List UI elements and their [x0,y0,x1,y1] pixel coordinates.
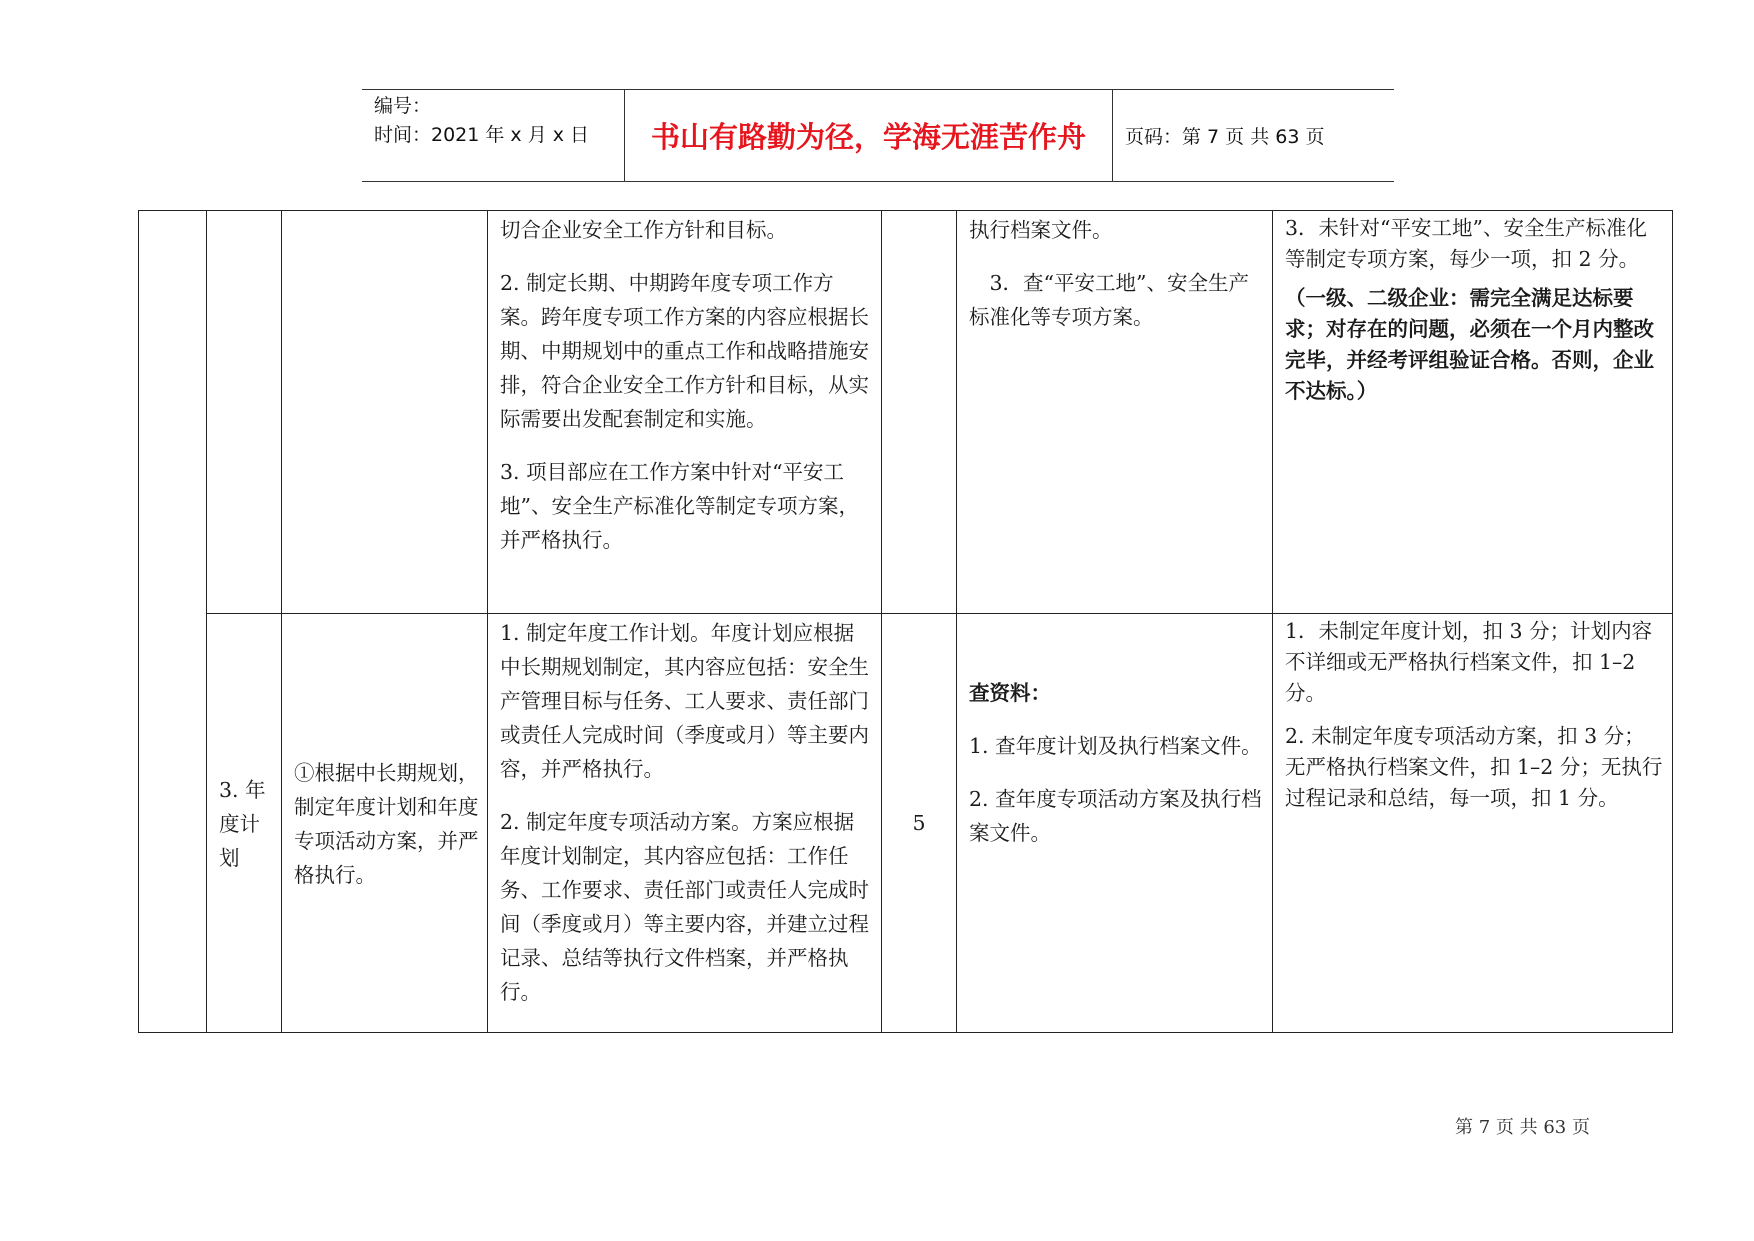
content-paragraph: 2. 制定长期、中期跨年度专项工作方案。跨年度专项工作方案的内容应根据长期、中期规划中的重点工作和战略措施安排，符合企业安全工作方针和目标，从实际需要出发配套制定和实施。 [500,271,869,431]
item-cell [207,614,282,1033]
item-label: 3. 年度计划 [219,778,266,870]
method-cell [957,211,1273,614]
scoring-paragraph: 3．未针对“平安工地”、安全生产标准化等制定专项方案，每少一项，扣 2 分。 [1285,216,1648,271]
method-paragraph: 1. 查年度计划及执行档案文件。 [969,734,1262,758]
content-paragraph: 1. 制定年度工作计划。年度计划应根据中长期规划制定，其内容应包括：安全生产管理目标与任务、工人要求、责任部门或责任人完成时间（季度或月）等主要内容，并严格执行。 [500,621,869,781]
requirement-text: ①根据中长期规划，制定年度计划和年度专项活动方案，并严格执行。 [294,761,479,887]
method-paragraph: 执行档案文件。 [969,218,1113,242]
document-date: 时间：2021 年 x 月 x 日 [374,124,590,146]
content-paragraph: 3. 项目部应在工作方案中针对“平安工地”、安全生产标准化等制定专项方案，并严格执行。 [500,460,859,552]
evaluation-table [138,210,1673,1033]
document-header [362,89,1394,182]
method-cell [957,614,1273,1033]
content-cell [488,614,882,1033]
document-number-label: 编号： [374,95,432,117]
header-page-info: 页码：第 7 页 共 63 页 [1125,126,1325,148]
score-cell [882,211,957,614]
header-motto: 书山有路勤为径，学海无涯苦作舟 [625,90,1113,181]
table-row [139,614,1673,1033]
scoring-cell [1273,614,1673,1033]
method-title: 查资料： [969,681,1051,705]
content-paragraph: 2. 制定年度专项活动方案。方案应根据年度计划制定，其内容应包括：工作任务、工作要求、责任部门或责任人完成时间（季度或月）等主要内容，并建立过程记录、总结等执行文件档案，并严格执行。 [500,810,869,1004]
requirement-cell [282,211,488,614]
scoring-note: （一级、二级企业：需完全满足达标要求；对存在的问题，必须在一个月内整改完毕，并经考评组验证合格。否则，企业不达标。） [1285,286,1654,403]
scoring-paragraph: 1．未制定年度计划，扣 3 分；计划内容不详细或无严格执行档案文件，扣 1–2 分。 [1285,619,1653,705]
scoring-cell [1273,211,1673,614]
score-cell [882,614,957,1033]
method-paragraph: 2. 查年度专项活动方案及执行档案文件。 [969,787,1262,845]
content-paragraph: 切合企业安全工作方针和目标。 [500,218,787,242]
header-meta [362,90,625,181]
table-row [139,211,1673,614]
method-paragraph: 3．查“平安工地”、安全生产标准化等专项方案。 [969,271,1250,329]
category-cell [139,211,207,1033]
requirement-cell [282,614,488,1033]
score-value: 5 [912,811,926,835]
scoring-paragraph: 2. 未制定年度专项活动方案，扣 3 分；无严格执行档案文件，扣 1–2 分；无执行过程记录和总结，每一项，扣 1 分。 [1285,724,1663,810]
page-footer: 第 7 页 共 63 页 [1455,1117,1590,1138]
item-cell [207,211,282,614]
content-cell [488,211,882,614]
